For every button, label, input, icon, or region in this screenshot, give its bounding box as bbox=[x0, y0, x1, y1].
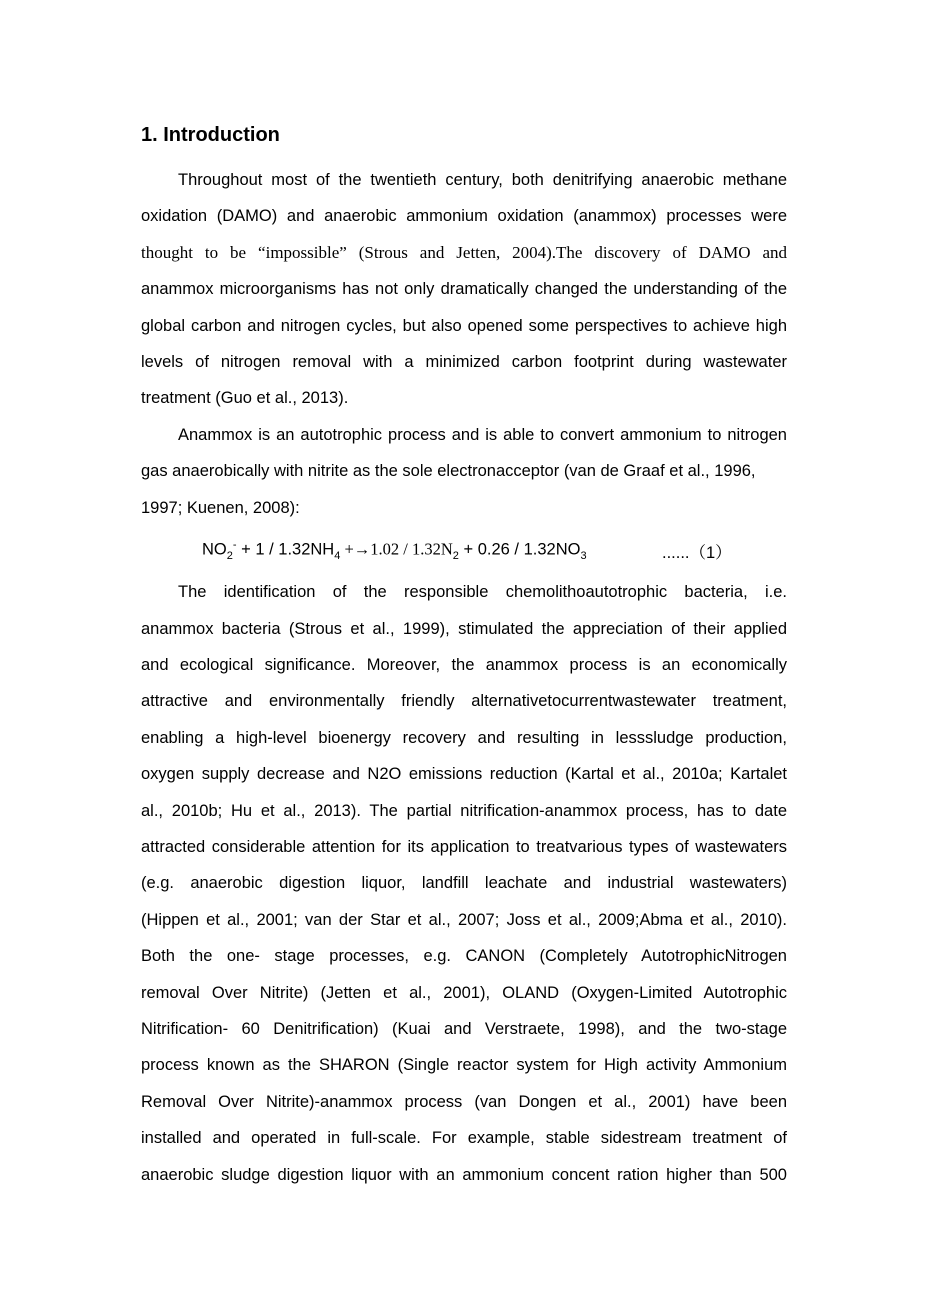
p3-line: (Hippen et al., 2001; van der Star et al., 2007; Joss et al., 2009;Abma et al., 2010). bbox=[141, 911, 787, 929]
p3-line: Removal Over Nitrite)-anammox process (van Dongen et al., 2001) have been bbox=[141, 1093, 787, 1111]
section-heading: 1. Introduction bbox=[141, 124, 280, 146]
eq-sub: 4 bbox=[334, 549, 341, 562]
p3-line: (e.g. anaerobic digestion liquor, landfill leachate and industrial wastewaters) bbox=[141, 874, 787, 892]
p1-line: levels of nitrogen removal with a minimized carbon footprint during wastewater bbox=[141, 353, 787, 371]
p3-line: anaerobic sludge digestion liquor with an ammonium concent ration higher than 500 bbox=[141, 1166, 787, 1184]
p3-line: enabling a high-level bioenergy recovery and resulting in lesssludge production, bbox=[141, 729, 787, 747]
p3-line: installed and operated in full-scale. For example, stable sidestream treatment of bbox=[141, 1129, 787, 1147]
eq-sub: 2 bbox=[452, 549, 459, 562]
eq-sub: 3 bbox=[580, 549, 587, 562]
p3-line: attracted considerable attention for its application to treatvarious types of wastewaters bbox=[141, 838, 787, 856]
p3-line: oxygen supply decrease and N2O emissions reduction (Kartal et al., 2010a; Kartalet bbox=[141, 765, 787, 783]
p1-line: anammox microorganisms has not only dramatically changed the understanding of the bbox=[141, 280, 787, 298]
p3-line: process known as the SHARON (Single reactor system for High activity Ammonium bbox=[141, 1056, 787, 1074]
eq-part: + 0.26 / 1.32NO bbox=[458, 540, 581, 559]
p3-line: anammox bacteria (Strous et al., 1999), stimulated the appreciation of their applied bbox=[141, 620, 787, 638]
equation bbox=[202, 539, 587, 562]
p2-line: gas anaerobically with nitrite as the sole electronacceptor (van de Graaf et al., 1996, bbox=[141, 462, 756, 480]
p3-line: al., 2010b; Hu et al., 2013). The partial nitrification-anammox process, has to date bbox=[141, 802, 787, 820]
p3-line: and ecological significance. Moreover, the anammox process is an economically bbox=[141, 656, 787, 674]
p1-line: Throughout most of the twentieth century, both denitrifying anaerobic methane bbox=[178, 171, 787, 189]
p1-line: treatment (Guo et al., 2013). bbox=[141, 389, 349, 407]
equation-number: ......（1） bbox=[662, 544, 732, 562]
p1-line: global carbon and nitrogen cycles, but also opened some perspectives to achieve high bbox=[141, 317, 787, 335]
eq-part: NO bbox=[202, 540, 227, 559]
p3-line: The identification of the responsible chemolithoautotrophic bacteria, i.e. bbox=[178, 583, 787, 601]
eq-sup: - bbox=[232, 539, 237, 551]
p3-line: removal Over Nitrite) (Jetten et al., 2001), OLAND (Oxygen-Limited Autotrophic bbox=[141, 984, 787, 1002]
p1-line: thought to be “impossible” (Strous and Jetten, 2004).The discovery of DAMO and bbox=[141, 243, 787, 262]
eq-part: + 1 / 1.32NH bbox=[236, 540, 335, 559]
p3-line: Both the one- stage processes, e.g. CANON (Completely AutotrophicNitrogen bbox=[141, 947, 787, 965]
p3-line: attractive and environmentally friendly alternativetocurrentwastewater treatment, bbox=[141, 692, 787, 710]
p3-line: Nitrification- 60 Denitrification) (Kuai and Verstraete, 1998), and the two-stage bbox=[141, 1020, 787, 1038]
eq-part: +→1.02 / 1.32N bbox=[340, 539, 453, 559]
p1-line: oxidation (DAMO) and anaerobic ammonium oxidation (anammox) processes were bbox=[141, 207, 787, 225]
p2-line: 1997; Kuenen, 2008): bbox=[141, 499, 300, 517]
eq-sub: 2 bbox=[226, 549, 233, 562]
p2-line: Anammox is an autotrophic process and is able to convert ammonium to nitrogen bbox=[178, 426, 787, 444]
